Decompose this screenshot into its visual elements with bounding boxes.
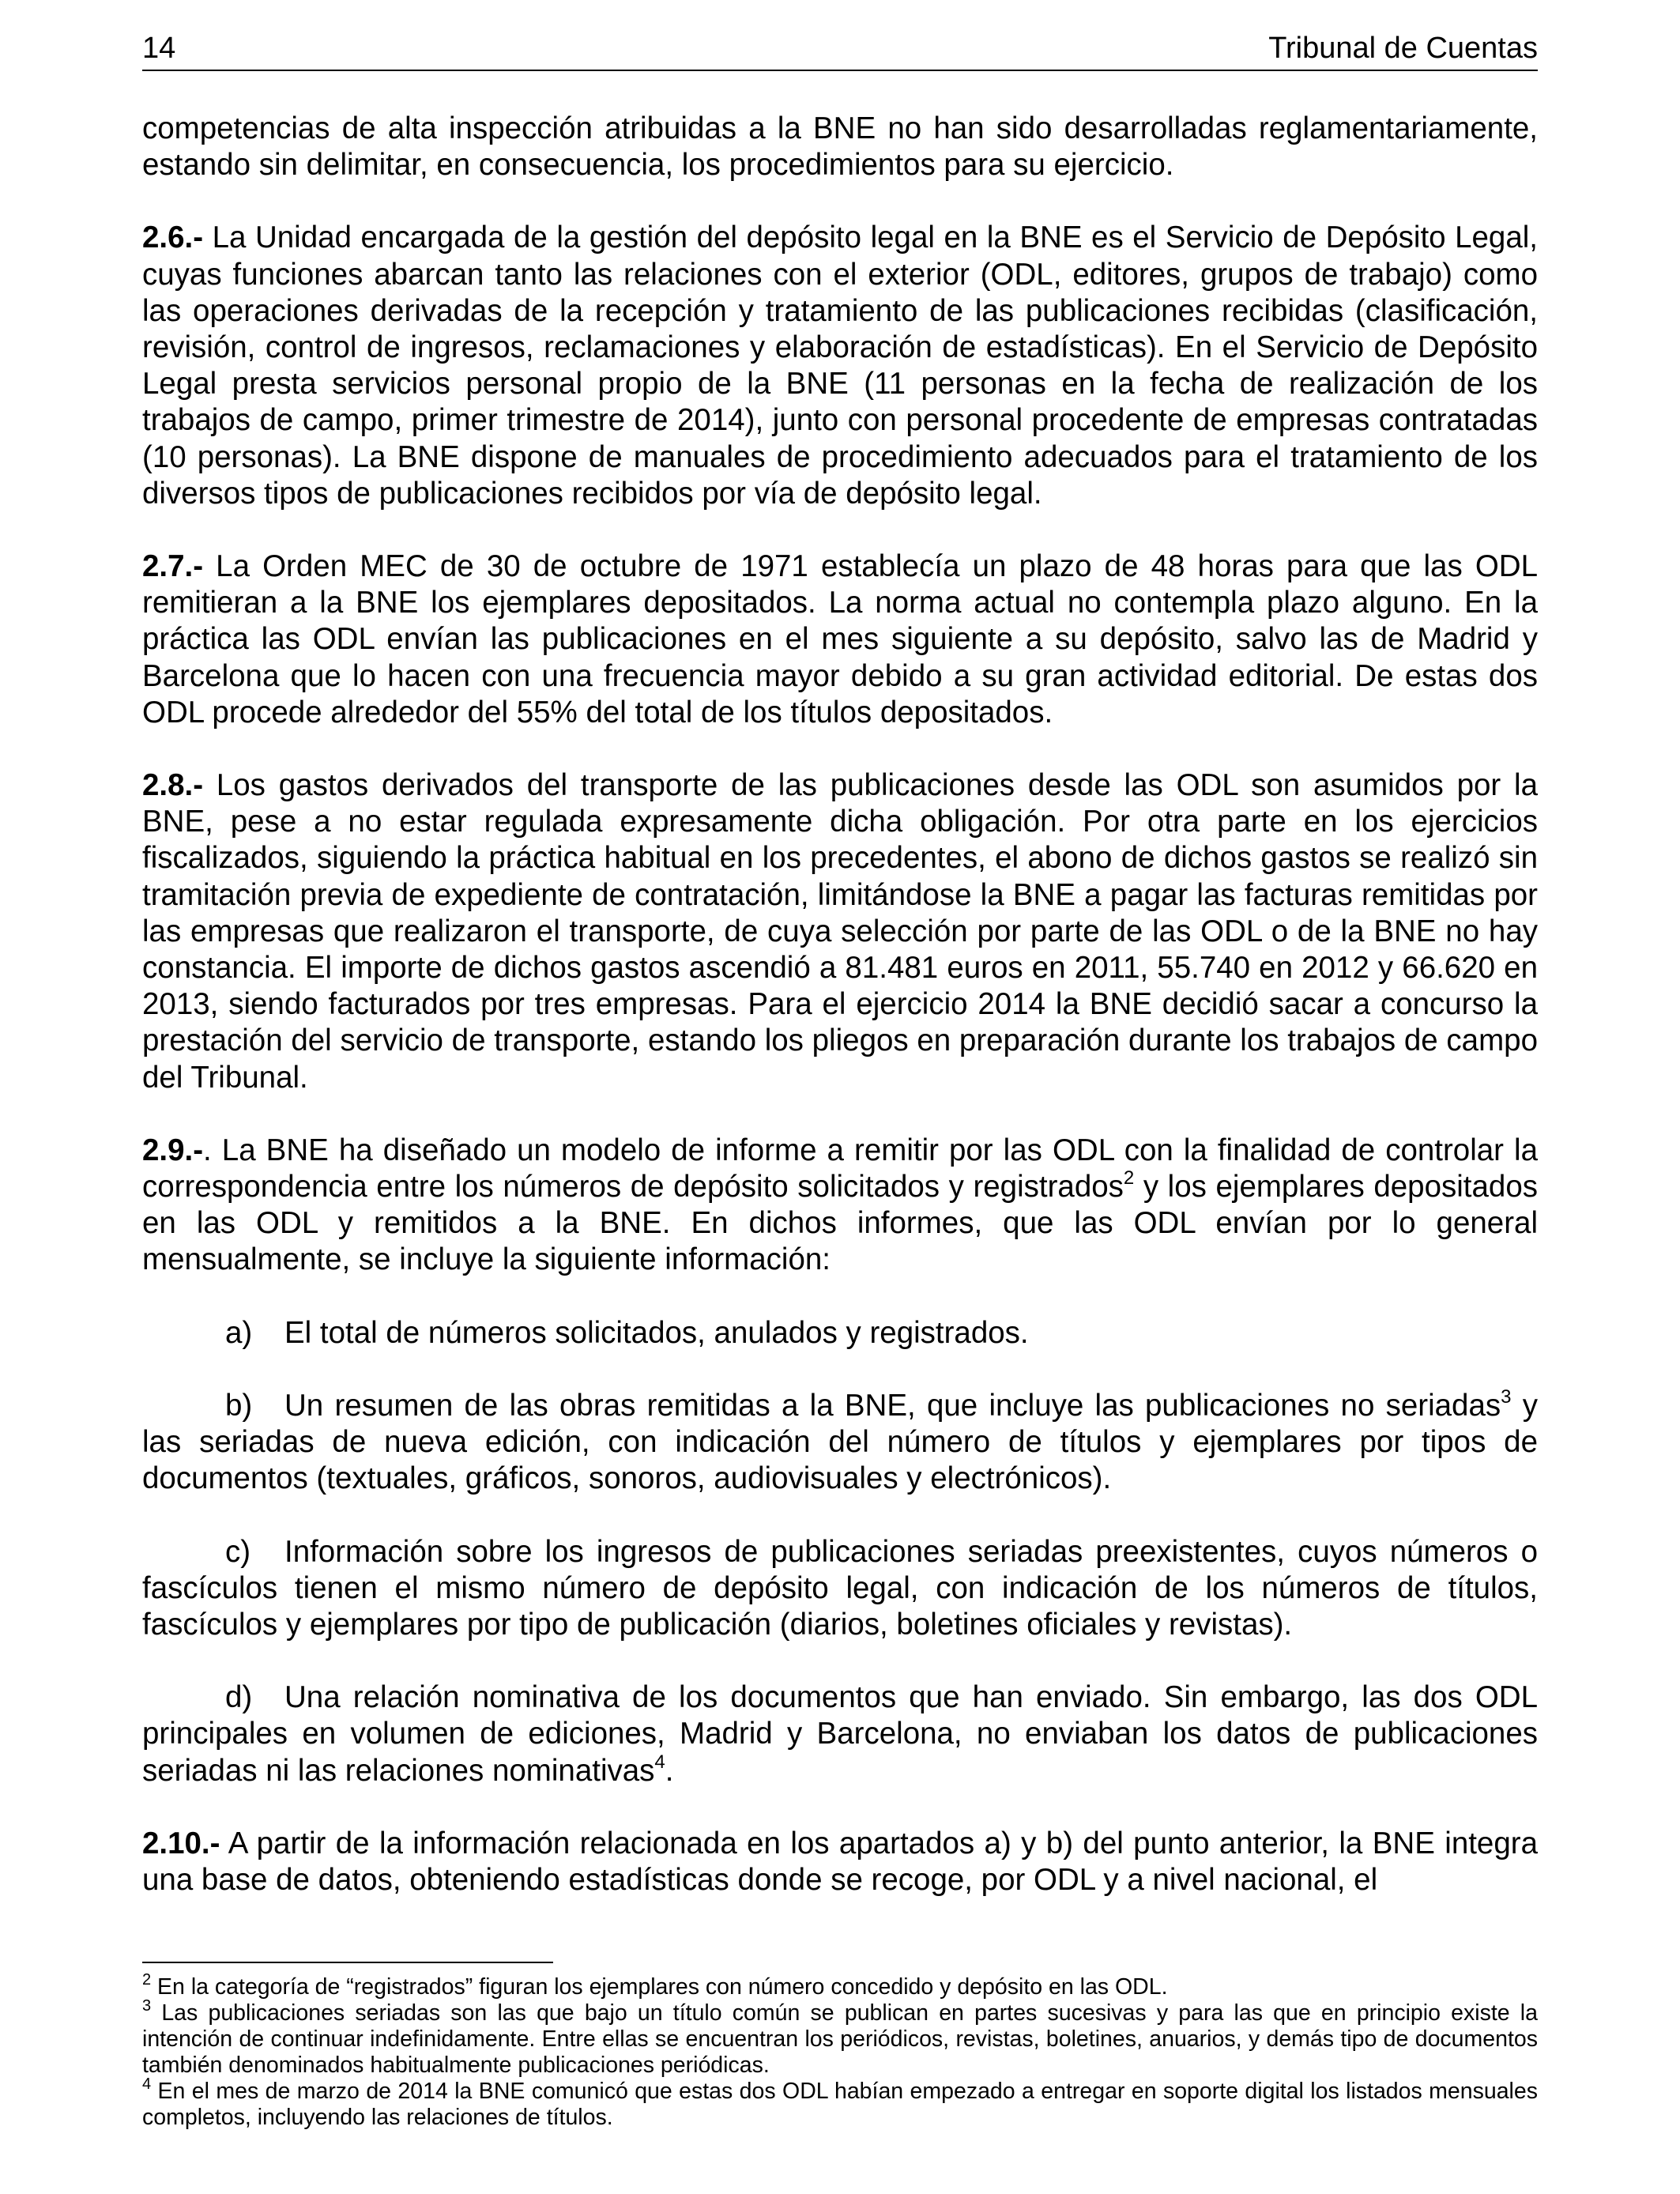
footnote-4: $^4$ En el mes de marzo de 2014 la BNE comunicó que estas dos ODL habían empezado a entregar en soporte digital los listados mensuales completos, incluyendo las relaciones de títulos. [142,2075,1538,2130]
document-page [142,30,1538,1898]
list-item-b: b) Un resumen de las obras remitidas a la BNE, que incluye las publicaciones no seriadas$^3$ y las seriadas de nueva edición, con indicación del número de títulos y ejemplares por tipos de documentos (textuales, gráficos, sonoros, audiovisuales y electrónicos). [142,1385,1538,1496]
section-2-9: 2.9.-. La BNE ha diseñado un modelo de informe a remitir por las ODL con la finalidad de controlar la correspondencia entre los números de depósito solicitados y registrados$^2$ y los ejemplares depositados en las ODL y remitidos a la BNE. En dichos informes, que las ODL envían por lo general mensualmente, se incluye la siguiente información: [142,1133,1538,1277]
paragraph-continued: competencias de alta inspección atribuidas a la BNE no han sido desarrolladas reglamentariamente, estando sin delimitar, en consecuencia, los procedimientos para su ejercicio. [142,111,1538,183]
footnotes [142,1962,1538,2131]
footnote-separator [142,1962,553,1963]
footnote-2: $^2$ En la categoría de “registrados” figuran los ejemplares con número concedido y depósito en las ODL. [142,1971,1168,2000]
list-item-a: a) El total de números solicitados, anulados y registrados. [225,1315,1029,1350]
section-label: 2.7.- [142,549,204,584]
page-header [142,30,1538,71]
footnote-3: $^3$ Las publicaciones seriadas son las que bajo un título común se publican en partes sucesivas y para las que en principio existe la intención de continuar indefinidamente. Entre ellas se encuentran los periódicos, revistas, boletines, anuarios, y demás tipo de documentos también denominados habitualmente publicaciones periódicas. [142,1997,1538,2078]
section-2-6: 2.6.- La Unidad encargada de la gestión del depósito legal en la BNE es el Servicio de Depósito Legal, cuyas funciones abarcan tanto las relaciones con el exterior (ODL, editores, grupos de trabajo) como las operaciones derivadas de la recepción y tratamiento de las publicaciones recibidas (clasificación, revisión, control de ingresos, reclamaciones y elaboración de estadísticas). En el Servicio de Depósito Legal presta servicios personal propio de la BNE (11 personas en la fecha de realización de los trabajos de campo, primer trimestre de 2014), junto con personal procedente de empresas contratadas (10 personas). La BNE dispone de manuales de procedimiento adecuados para el tratamiento de los diversos tipos de publicaciones recibidos por vía de depósito legal. [142,221,1538,511]
page-number: 14 [142,32,176,65]
footnote-ref-2: 2 [1123,1167,1135,1189]
body-text [142,111,1538,1898]
footnote-ref-3: 3 [1501,1385,1512,1408]
section-label: 2.8.- [142,768,204,803]
section-label: 2.10.- [142,1826,220,1860]
section-2-7: 2.7.- La Orden MEC de 30 de octubre de 1971 establecía un plazo de 48 horas para que las ODL remitieran a la BNE los ejemplares depositados. La norma actual no contempla plazo alguno. En la práctica las ODL envían las publicaciones en el mes siguiente a su depósito, salvo las de Madrid y Barcelona que lo hacen con una frecuencia mayor debido a su gran actividad editorial. De estas dos ODL procede alrededor del 55% del total de los títulos depositados. [142,549,1538,729]
list-item-c: c) Información sobre los ingresos de publicaciones seriadas preexistentes, cuyos números o fascículos tienen el mismo número de depósito legal, con indicación de los números de títulos, fascículos y ejemplares por tipo de publicación (diarios, boletines oficiales y revistas). [142,1534,1538,1642]
section-label: 2.9.- [142,1133,204,1167]
section-2-8: 2.8.- Los gastos derivados del transporte de las publicaciones desde las ODL son asumidos por la BNE, pese a no estar regulada expresamente dicha obligación. Por otra parte en los ejercicios fiscalizados, siguiendo la práctica habitual en los precedentes, el abono de dichos gastos se realizó sin tramitación previa de expediente de contratación, limitándose la BNE a pagar las facturas remitidas por las empresas que realizaron el transporte, de cuya selección por parte de las ODL o de la BNE no hay constancia. El importe de dichos gastos ascendió a 81.481 euros en 2011, 55.740 en 2012 y 66.620 en 2013, siendo facturados por tres empresas. Para el ejercicio 2014 la BNE decidió sacar a concurso la prestación del servicio de transporte, estando los pliegos en preparación durante los trabajos de campo del Tribunal. [142,768,1538,1095]
list-item-d: d) Una relación nominativa de los documentos que han enviado. Sin embargo, las dos ODL principales en volumen de ediciones, Madrid y Barcelona, no enviaban los datos de publicaciones seriadas ni las relaciones nominativas$^4$. [142,1680,1538,1788]
running-title: Tribunal de Cuentas [1268,32,1538,65]
section-label: 2.6.- [142,221,204,255]
footnote-ref-4: 4 [654,1751,665,1773]
section-2-10: 2.10.- A partir de la información relacionada en los apartados a) y b) del punto anterior, la BNE integra una base de datos, obteniendo estadísticas donde se recoge, por ODL y a nivel nacional, el [142,1826,1538,1897]
